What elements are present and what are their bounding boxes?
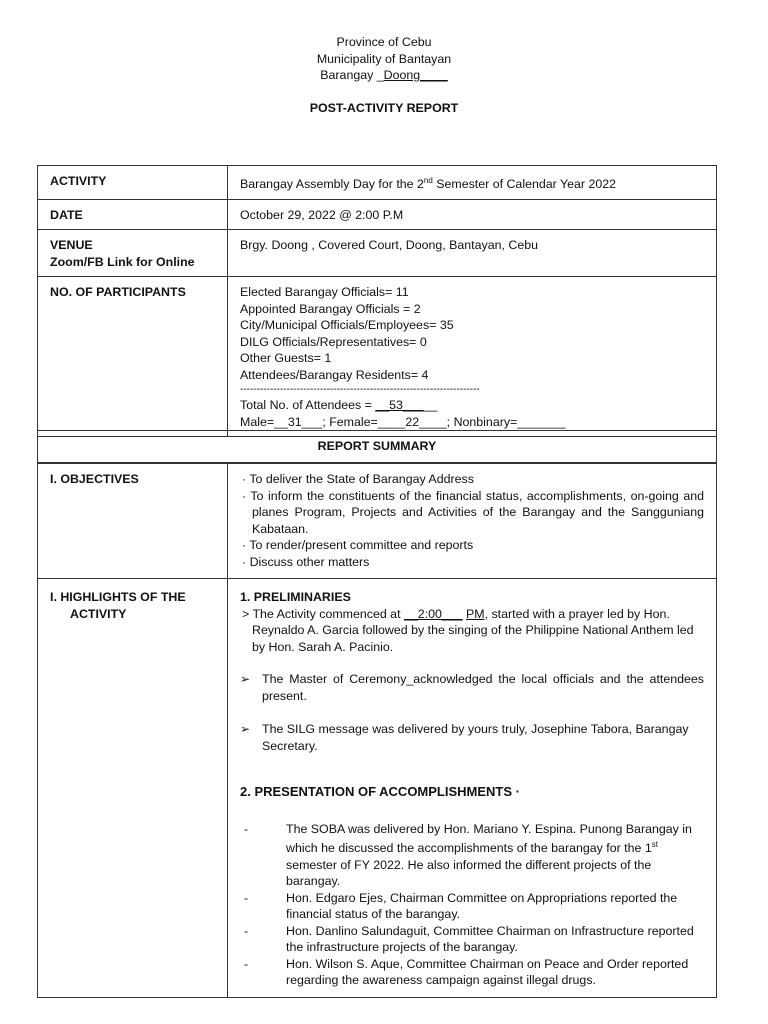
row-venue [38, 230, 717, 277]
arrow-item-text: The Master of Ceremony_acknowledged the local officials and the attendees present. [262, 672, 704, 703]
objective-item: · Discuss other matters [242, 554, 370, 569]
date-label: DATE [38, 199, 228, 230]
dash-list-item [240, 890, 704, 923]
highlights-label-main: I. HIGHLIGHTS OF THE [50, 590, 186, 604]
objective-item: · To render/present committee and reports [242, 538, 474, 552]
arrow-list-item [240, 671, 704, 704]
dash-bullet: - [244, 890, 249, 905]
highlights-label-sub: ACTIVITY [70, 606, 127, 621]
prelim-pm: PM, [466, 606, 489, 621]
venue-label-main: VENUE [50, 238, 93, 253]
preliminaries-heading: 1. PRELIMINARIES [240, 590, 351, 604]
row-highlights [38, 579, 717, 998]
summary-heading-table [37, 430, 717, 463]
participant-line: DILG Officials/Representatives= 0 [240, 334, 427, 349]
province-line: Province of Cebu [336, 35, 432, 49]
document-header [0, 34, 768, 84]
barangay-prefix: Barangay _ [320, 68, 384, 82]
dash-item-text: Hon. Edgaro Ejes, Chairman Committee on Appropriations reported the financial status of the barangay. [286, 890, 678, 922]
soba-text-end: semester of FY 2022. He also informed the different projects of the barangay. [286, 857, 652, 889]
barangay-name: Doong____ [383, 68, 448, 82]
dash-list-item [240, 821, 704, 890]
row-participants [38, 277, 717, 437]
objectives-value [228, 464, 717, 579]
report-table [37, 165, 717, 437]
highlights-value [228, 579, 717, 998]
row-activity [38, 166, 717, 200]
arrow-bullet-icon: ➢ [240, 672, 251, 686]
dash-list-item [240, 956, 704, 991]
venue-label-online: Zoom/FB Link for Online [50, 254, 195, 269]
prelim-text-start: > The Activity commenced at [242, 606, 404, 621]
activity-value-sup: nd [423, 176, 433, 185]
report-title: POST-ACTIVITY REPORT [309, 100, 459, 115]
objective-item: · To deliver the State of Barangay Address [242, 472, 474, 486]
report-summary-heading: REPORT SUMMARY [38, 431, 717, 463]
objective-item: · To inform the constituents of the financial status, accomplishments, on-going and planes Program, Projects and Activities of the Barangay and the Sangguniang Kabataan. [242, 488, 704, 536]
row-date [38, 199, 717, 230]
arrow-item-text: The SILG message was delivered by yours truly, Josephine Tabora, Barangay Secretary. [262, 722, 689, 753]
barangay-line [0, 67, 768, 84]
soba-text [286, 821, 704, 890]
participant-line: Attendees/Barangay Residents= 4 [240, 367, 429, 382]
presentation-heading: 2. PRESENTATION OF ACCOMPLISHMENTS · [240, 784, 520, 799]
dash-bullet: - [244, 821, 249, 836]
prelim-time: __2:00___ [403, 606, 463, 621]
participant-line: Other Guests= 1 [240, 351, 332, 366]
activity-value [228, 166, 717, 200]
soba-sup: st [651, 840, 658, 849]
dash-item-text: Hon. Wilson S. Aque, Committee Chairman on Peace and Order reported regarding the awareness campaign against illegal drugs. [286, 956, 689, 988]
soba-text-start: The SOBA was delivered by Hon. Mariano Y. Espina. Punong Barangay in which he discussed the accomplishments of the barangay for the 1 [286, 821, 692, 856]
activity-value-rest: Semester of Calendar Year 2022 [432, 177, 617, 192]
participant-line: Appointed Barangay Officials = 2 [240, 301, 421, 316]
gender-breakdown: Male=__31___; Female=____22____; Nonbinary=_______ [240, 414, 566, 429]
arrow-bullet-icon: ➢ [240, 722, 251, 736]
objectives-label: I. OBJECTIVES [38, 464, 228, 579]
participants-label: NO. OF PARTICIPANTS [38, 277, 228, 437]
total-attendees [240, 397, 704, 414]
participants-value [228, 277, 717, 437]
highlights-label [38, 579, 228, 998]
total-label: Total No. of Attendees = [240, 398, 376, 413]
summary-table [37, 463, 717, 998]
separator-line: ------------------------------------------------------------------------ [240, 384, 480, 396]
date-value: October 29, 2022 @ 2:00 P.M [228, 199, 717, 230]
municipality-line: Municipality of Bantayan [316, 51, 452, 66]
total-trailing: __ [423, 398, 438, 413]
row-objectives [38, 464, 717, 579]
venue-label [38, 230, 228, 277]
activity-label: ACTIVITY [38, 166, 228, 200]
venue-value: Brgy. Doong , Covered Court, Doong, Bantayan, Cebu [228, 230, 717, 277]
arrow-list-item [240, 721, 704, 754]
prelim-text-end: started with a prayer led by Hon. Reynaldo A. Garcia followed by the singing of the Philippine National Anthem led by Hon. Sarah A. Pacinio. [252, 606, 694, 654]
dash-bullet: - [244, 923, 249, 938]
activity-value-main: Barangay Assembly Day for the 2 [240, 177, 424, 192]
dash-list-item [240, 923, 704, 956]
participant-line: City/Municipal Officials/Employees= 35 [240, 318, 454, 333]
participant-line: Elected Barangay Officials= 11 [240, 285, 409, 300]
dash-bullet: - [244, 956, 249, 971]
preliminaries-text [240, 606, 704, 656]
total-value: __53___ [375, 398, 424, 413]
dash-item-text: Hon. Danlino Salundaguit, Committee Chairman on Infrastructure reported the infrastructure projects of the barangay. [286, 923, 694, 955]
